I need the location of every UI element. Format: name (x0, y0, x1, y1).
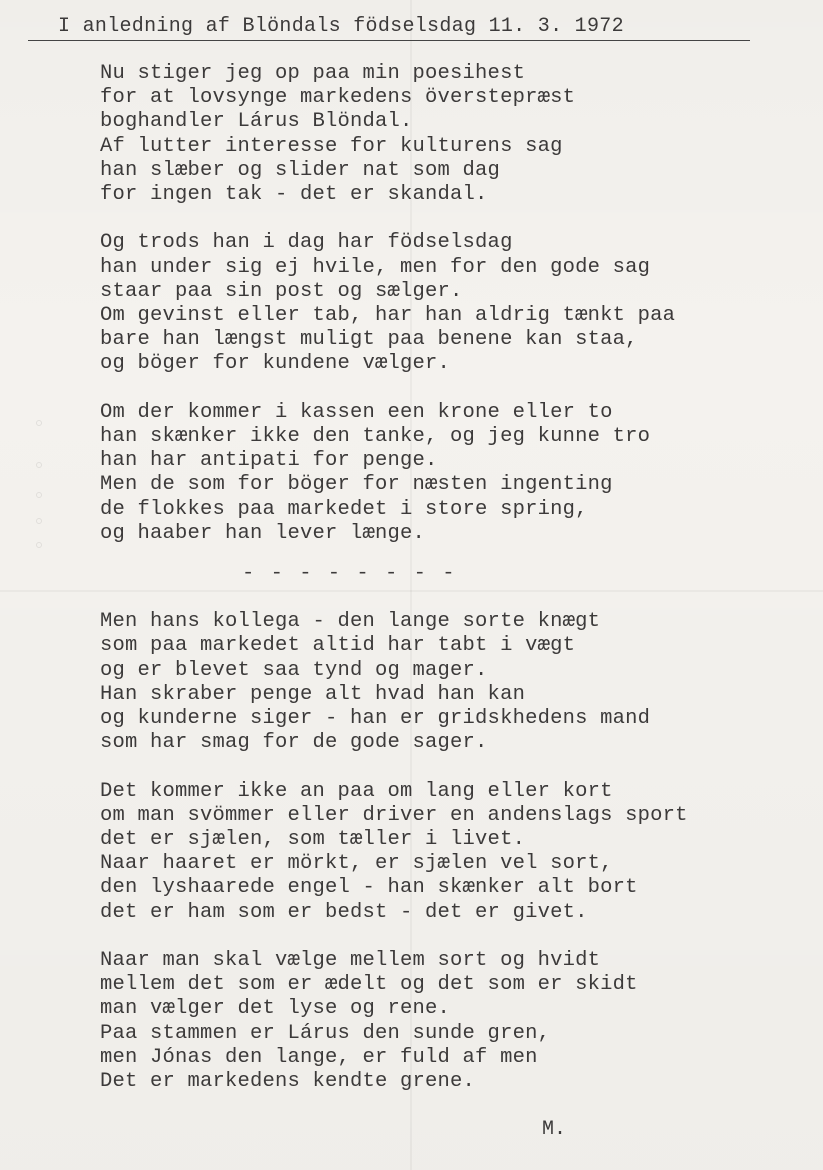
stanza-4 (100, 610, 800, 755)
poem-line: Men de som for böger for næsten ingenting (100, 473, 613, 497)
poem-line: den lyshaarede engel - han skænker alt bort (100, 876, 638, 900)
poem-line: bare han længst muligt paa benene kan staa, (100, 328, 638, 352)
stanza-3 (100, 401, 800, 546)
punch-mark (36, 462, 42, 468)
stanza-gap (100, 377, 800, 401)
poem-line: Om der kommer i kassen een krone eller to (100, 400, 613, 424)
poem-line: mellem det som er ædelt og det som er skidt (100, 973, 638, 997)
poem-line: men Jónas den lange, er fuld af men (100, 1045, 538, 1069)
poem-line: og kunderne siger - han er gridskhedens mand (100, 707, 651, 731)
stanza-1 (100, 62, 800, 207)
stanza-gap (100, 207, 800, 231)
poem-line: man vælger det lyse og rene. (100, 997, 451, 1021)
poem-line: Nu stiger jeg op paa min poesihest (100, 62, 526, 85)
poem-line: Om gevinst eller tab, har han aldrig tænkt paa (100, 304, 676, 328)
poem-line: Paa stammen er Lárus den sunde gren, (100, 1021, 551, 1045)
poem-line: Naar haaret er mörkt, er sjælen vel sort, (100, 852, 613, 876)
poem-line: og er blevet saa tynd og mager. (100, 658, 488, 682)
poem-line: de flokkes paa markedet i store spring, (100, 497, 588, 521)
poem-line: for ingen tak - det er skandal. (100, 183, 488, 207)
signature: M. (542, 1118, 567, 1141)
poem-line: Og trods han i dag har födselsdag (100, 231, 513, 255)
poem-line: Det kommer ikke an paa om lang eller kort (100, 779, 613, 803)
poem-line: det er ham som er bedst - det er givet. (100, 900, 588, 924)
poem-line: Han skraber penge alt hvad han kan (100, 682, 526, 706)
punch-mark (36, 518, 42, 524)
poem-body (100, 62, 800, 1094)
stanza-6 (100, 949, 800, 1094)
stanza-gap (100, 925, 800, 949)
poem-line: han skænker ikke den tanke, og jeg kunne tro (100, 425, 651, 449)
poem-line: Men hans kollega - den lange sorte knægt (100, 610, 601, 634)
stanza-gap (100, 546, 800, 562)
poem-line: boghandler Lárus Blöndal. (100, 110, 413, 134)
poem-line: Af lutter interesse for kulturens sag (100, 134, 563, 158)
poem-line: og haaber han lever længe. (100, 521, 426, 545)
section-separator: - - - - - - - - (242, 562, 457, 586)
poem-line: han har antipati for penge. (100, 449, 438, 473)
poem-line: Det er markedens kendte grene. (100, 1070, 476, 1094)
poem-line: om man svömmer eller driver en andenslags sport (100, 803, 688, 827)
poem-line: han slæber og slider nat som dag (100, 158, 501, 182)
poem-line: og böger for kundene vælger. (100, 352, 451, 376)
poem-line: for at lovsynge markedens överstepræst (100, 86, 576, 110)
poem-line: det er sjælen, som tæller i livet. (100, 828, 526, 852)
punch-mark (36, 492, 42, 498)
poem-line: Naar man skal vælge mellem sort og hvidt (100, 949, 601, 973)
poem-line: han under sig ej hvile, men for den gode sag (100, 255, 651, 279)
poem-line: staar paa sin post og sælger. (100, 279, 463, 303)
punch-mark (36, 542, 42, 548)
stanza-gap (100, 755, 800, 779)
stanza-gap (100, 586, 800, 610)
stanza-5 (100, 780, 800, 925)
poem-line: som har smag for de gode sager. (100, 731, 488, 755)
punch-mark (36, 420, 42, 426)
stanza-2 (100, 231, 800, 376)
document-title: I anledning af Blöndals födselsdag 11. 3. 1972 (28, 14, 750, 41)
poem-line: som paa markedet altid har tabt i vægt (100, 634, 576, 658)
